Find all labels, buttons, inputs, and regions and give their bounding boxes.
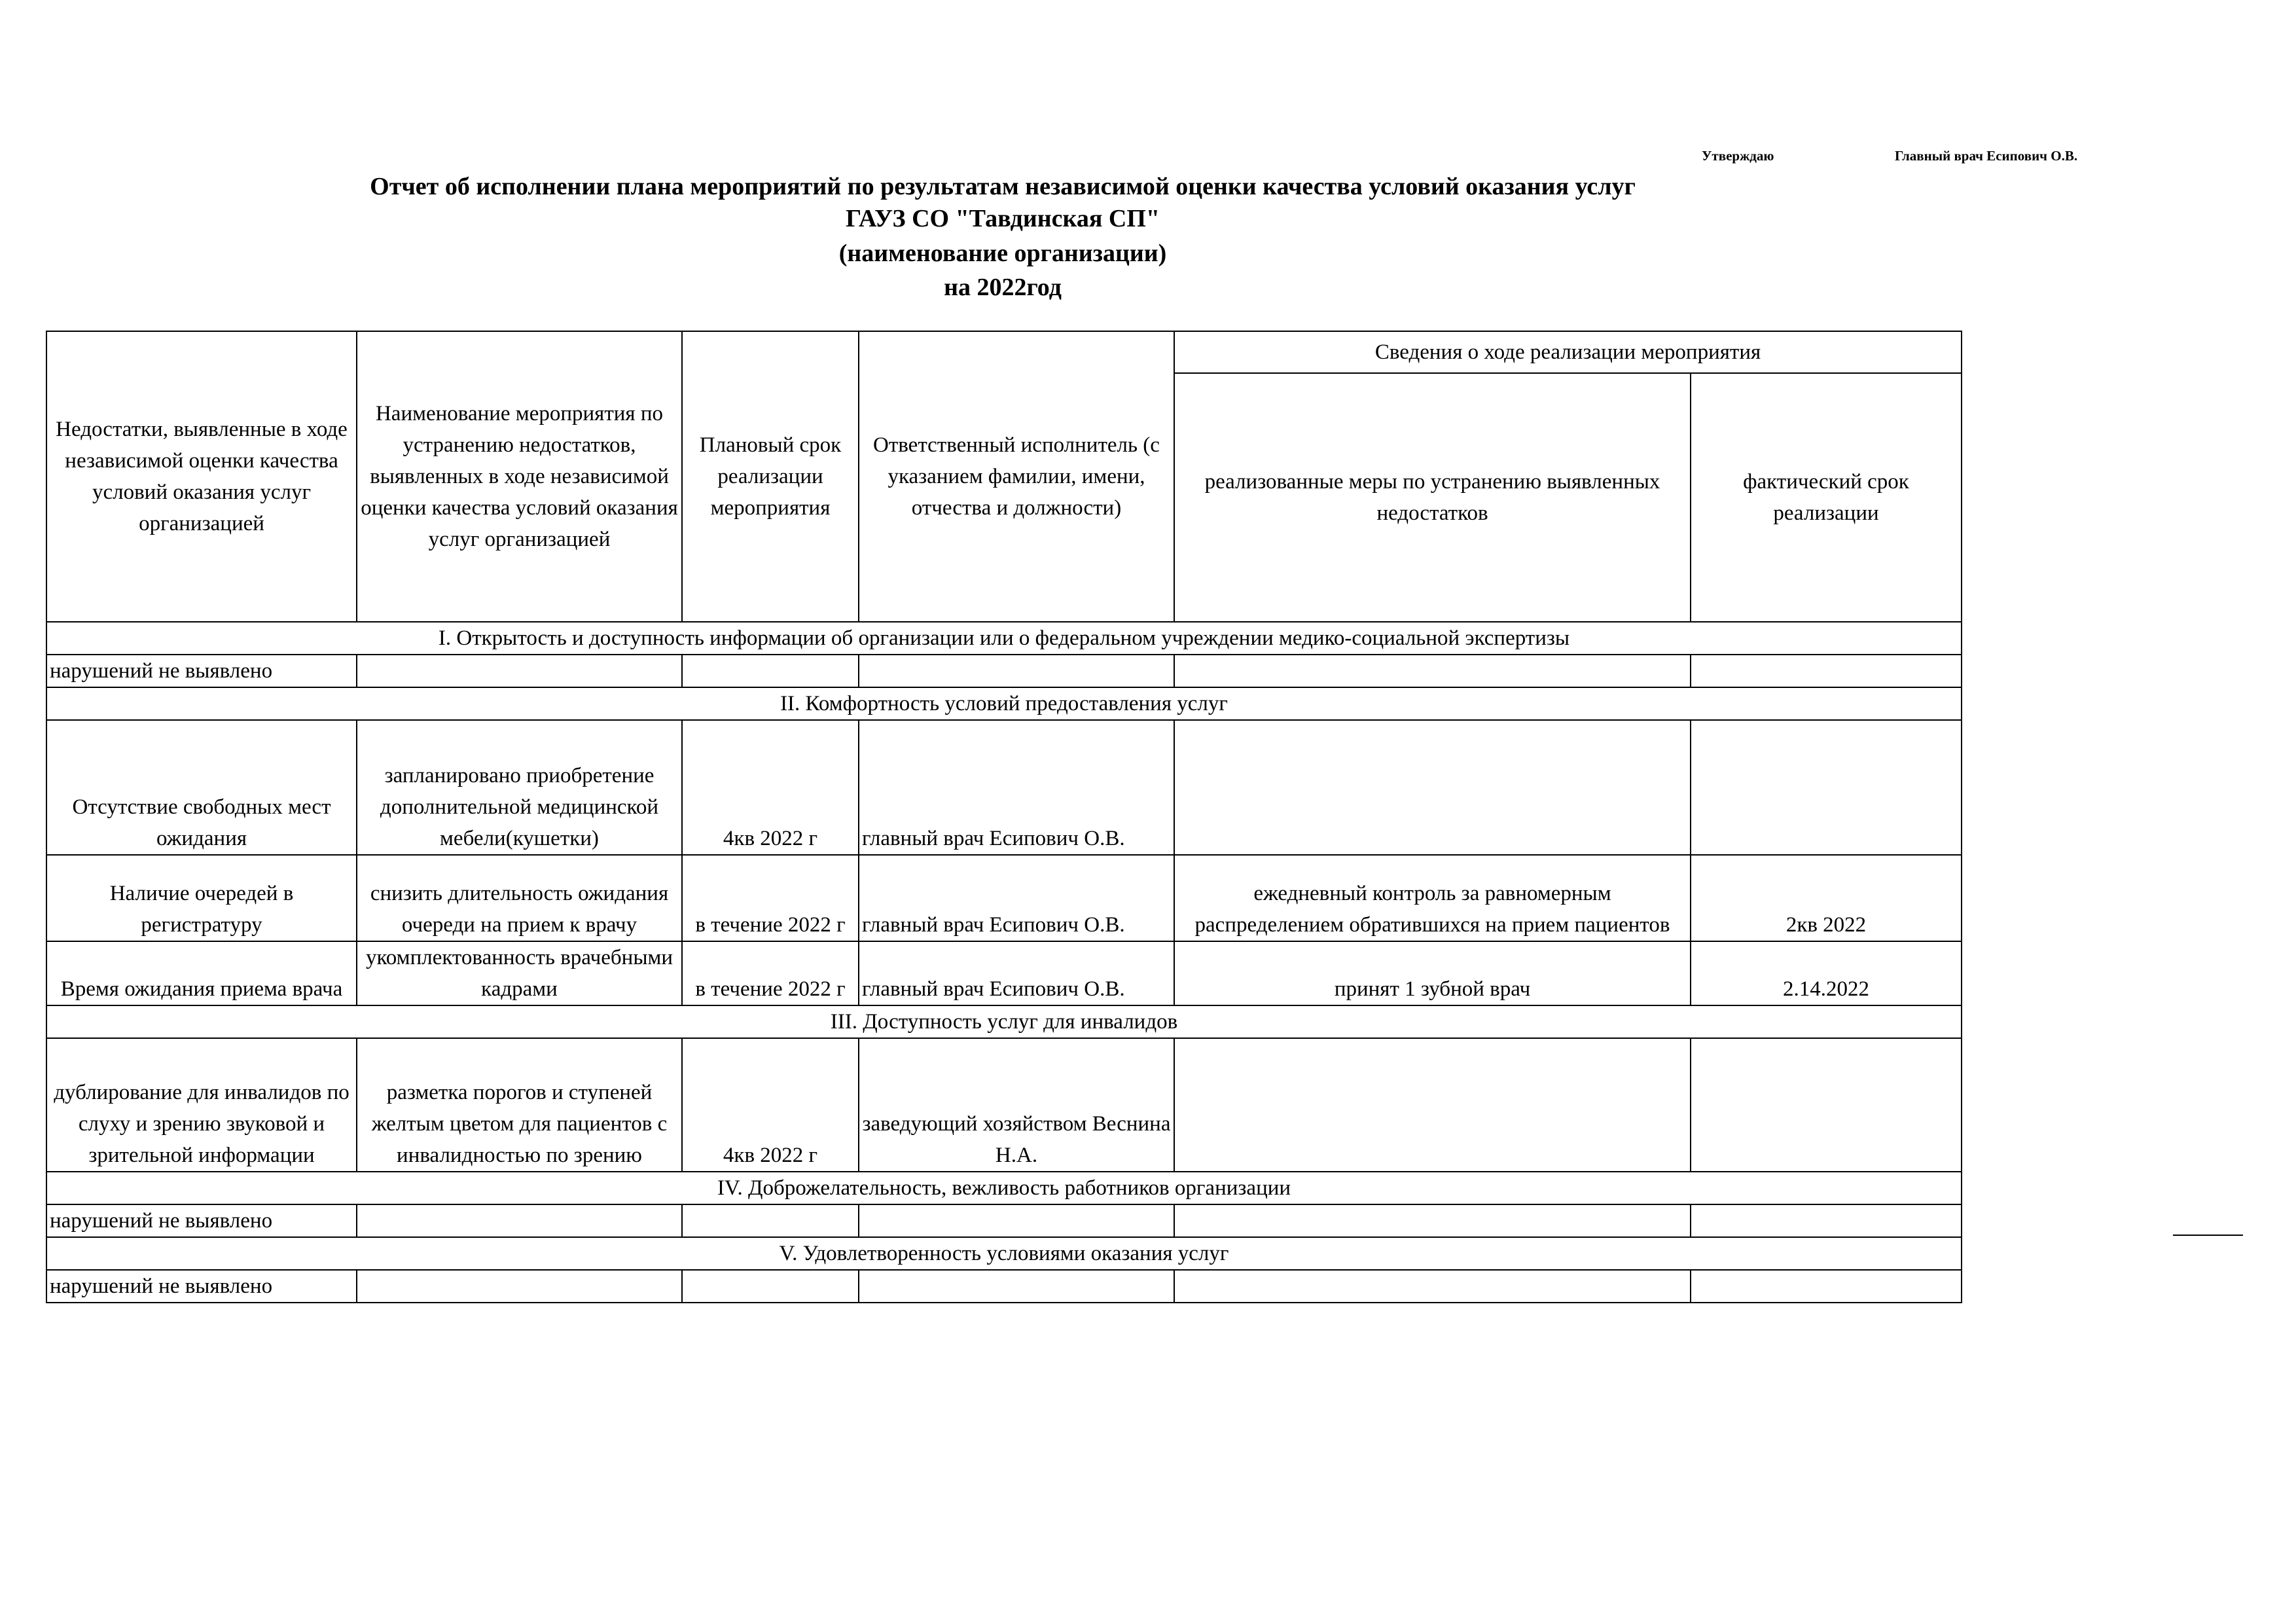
report-table	[46, 331, 1962, 1303]
section-header	[46, 1005, 1962, 1038]
cell-shortcoming: нарушений не выявлено	[46, 1270, 357, 1303]
cell-actual: 2кв 2022	[1691, 855, 1962, 941]
cell-planned: 4кв 2022 г	[682, 720, 859, 855]
section-header	[46, 687, 1962, 720]
cell-implemented	[1174, 1038, 1691, 1172]
header-measure: Наименование мероприятия по устранению недостатков, выявленных в ходе независимой оценки качества условий оказания услуг организацией	[357, 331, 682, 622]
cell-implemented	[1174, 655, 1691, 687]
cell-measure: снизить длительность ожидания очереди на прием к врачу	[357, 855, 682, 941]
header-responsible: Ответственный исполнитель (с указанием фамилии, имени, отчества и должности)	[859, 331, 1174, 622]
cell-shortcoming: Время ожидания приема врача	[46, 941, 357, 1005]
cell-actual	[1691, 655, 1962, 687]
table-row	[46, 941, 1962, 1005]
cell-shortcoming: нарушений не выявлено	[46, 1204, 357, 1237]
table-row	[46, 855, 1962, 941]
cell-responsible: главный врач Есипович О.В.	[859, 855, 1174, 941]
cell-implemented: принят 1 зубной врач	[1174, 941, 1691, 1005]
header-actual-term: фактический срок реализации	[1691, 373, 1962, 622]
cell-actual	[1691, 1270, 1962, 1303]
section-title: I. Открытость и доступность информации об организации или о федеральном учреждении медико-социальной экспертизы	[46, 622, 1962, 655]
cell-shortcoming: Отсутствие свободных мест ожидания	[46, 720, 357, 855]
cell-responsible: главный врач Есипович О.В.	[859, 720, 1174, 855]
cell-shortcoming: Наличие очередей в регистратуру	[46, 855, 357, 941]
section-header	[46, 1172, 1962, 1204]
cell-actual	[1691, 1204, 1962, 1237]
approval-person: Главный врач Есипович О.В.	[1895, 148, 2078, 164]
section-title: V. Удовлетворенность условиями оказания услуг	[46, 1237, 1962, 1270]
cell-measure	[357, 655, 682, 687]
organization-caption: (наименование организации)	[838, 240, 1167, 267]
cell-responsible	[859, 1204, 1174, 1237]
cell-responsible: главный врач Есипович О.В.	[859, 941, 1174, 1005]
table-row	[46, 720, 1962, 855]
cell-responsible: заведующий хозяйством Веснина Н.А.	[859, 1038, 1174, 1172]
cell-implemented	[1174, 1204, 1691, 1237]
cell-measure: запланировано приобретение дополнительной медицинской мебели(кушетки)	[357, 720, 682, 855]
cell-planned	[682, 655, 859, 687]
cell-actual	[1691, 720, 1962, 855]
cell-implemented	[1174, 720, 1691, 855]
section-title: III. Доступность услуг для инвалидов	[46, 1005, 1962, 1038]
approval-label: Утверждаю	[1702, 148, 1774, 164]
cell-planned	[682, 1204, 859, 1237]
section-title: II. Комфортность условий предоставления услуг	[46, 687, 1962, 720]
cell-planned: в течение 2022 г	[682, 941, 859, 1005]
table-row	[46, 1204, 1962, 1237]
cell-actual: 2.14.2022	[1691, 941, 1962, 1005]
cell-shortcoming: нарушений не выявлено	[46, 655, 357, 687]
header-planned-term: Плановый срок реализации мероприятия	[682, 331, 859, 622]
organization-name: ГАУЗ СО "Тавдинская СП"	[845, 205, 1160, 232]
cell-measure	[357, 1204, 682, 1237]
cell-planned: в течение 2022 г	[682, 855, 859, 941]
cell-implemented	[1174, 1270, 1691, 1303]
cell-planned: 4кв 2022 г	[682, 1038, 859, 1172]
header-shortcomings: Недостатки, выявленные в ходе независимой оценки качества условий оказания услуг организацией	[46, 331, 357, 622]
header-implementation-group: Сведения о ходе реализации мероприятия	[1174, 331, 1962, 373]
cell-responsible	[859, 655, 1174, 687]
section-header	[46, 622, 1962, 655]
cell-implemented: ежедневный контроль за равномерным распределением обратившихся на прием пациентов	[1174, 855, 1691, 941]
table-row	[46, 1270, 1962, 1303]
cell-measure: укомплектованность врачебными кадрами	[357, 941, 682, 1005]
table-row	[46, 1038, 1962, 1172]
section-title: IV. Доброжелательность, вежливость работников организации	[46, 1172, 1962, 1204]
margin-rule	[2173, 1235, 2243, 1236]
cell-planned	[682, 1270, 859, 1303]
section-header	[46, 1237, 1962, 1270]
cell-measure	[357, 1270, 682, 1303]
header-implemented-measures: реализованные меры по устранению выявленных недостатков	[1174, 373, 1691, 622]
cell-measure: разметка порогов и ступеней желтым цветом для пациентов с инвалидностью по зрению	[357, 1038, 682, 1172]
table-row	[46, 655, 1962, 687]
cell-actual	[1691, 1038, 1962, 1172]
report-year: на 2022год	[944, 274, 1062, 301]
report-title: Отчет об исполнении плана мероприятий по результатам независимой оценки качества условий оказания услуг	[370, 173, 1636, 200]
cell-responsible	[859, 1270, 1174, 1303]
cell-shortcoming: дублирование для инвалидов по слуху и зрению звуковой и зрительной информации	[46, 1038, 357, 1172]
